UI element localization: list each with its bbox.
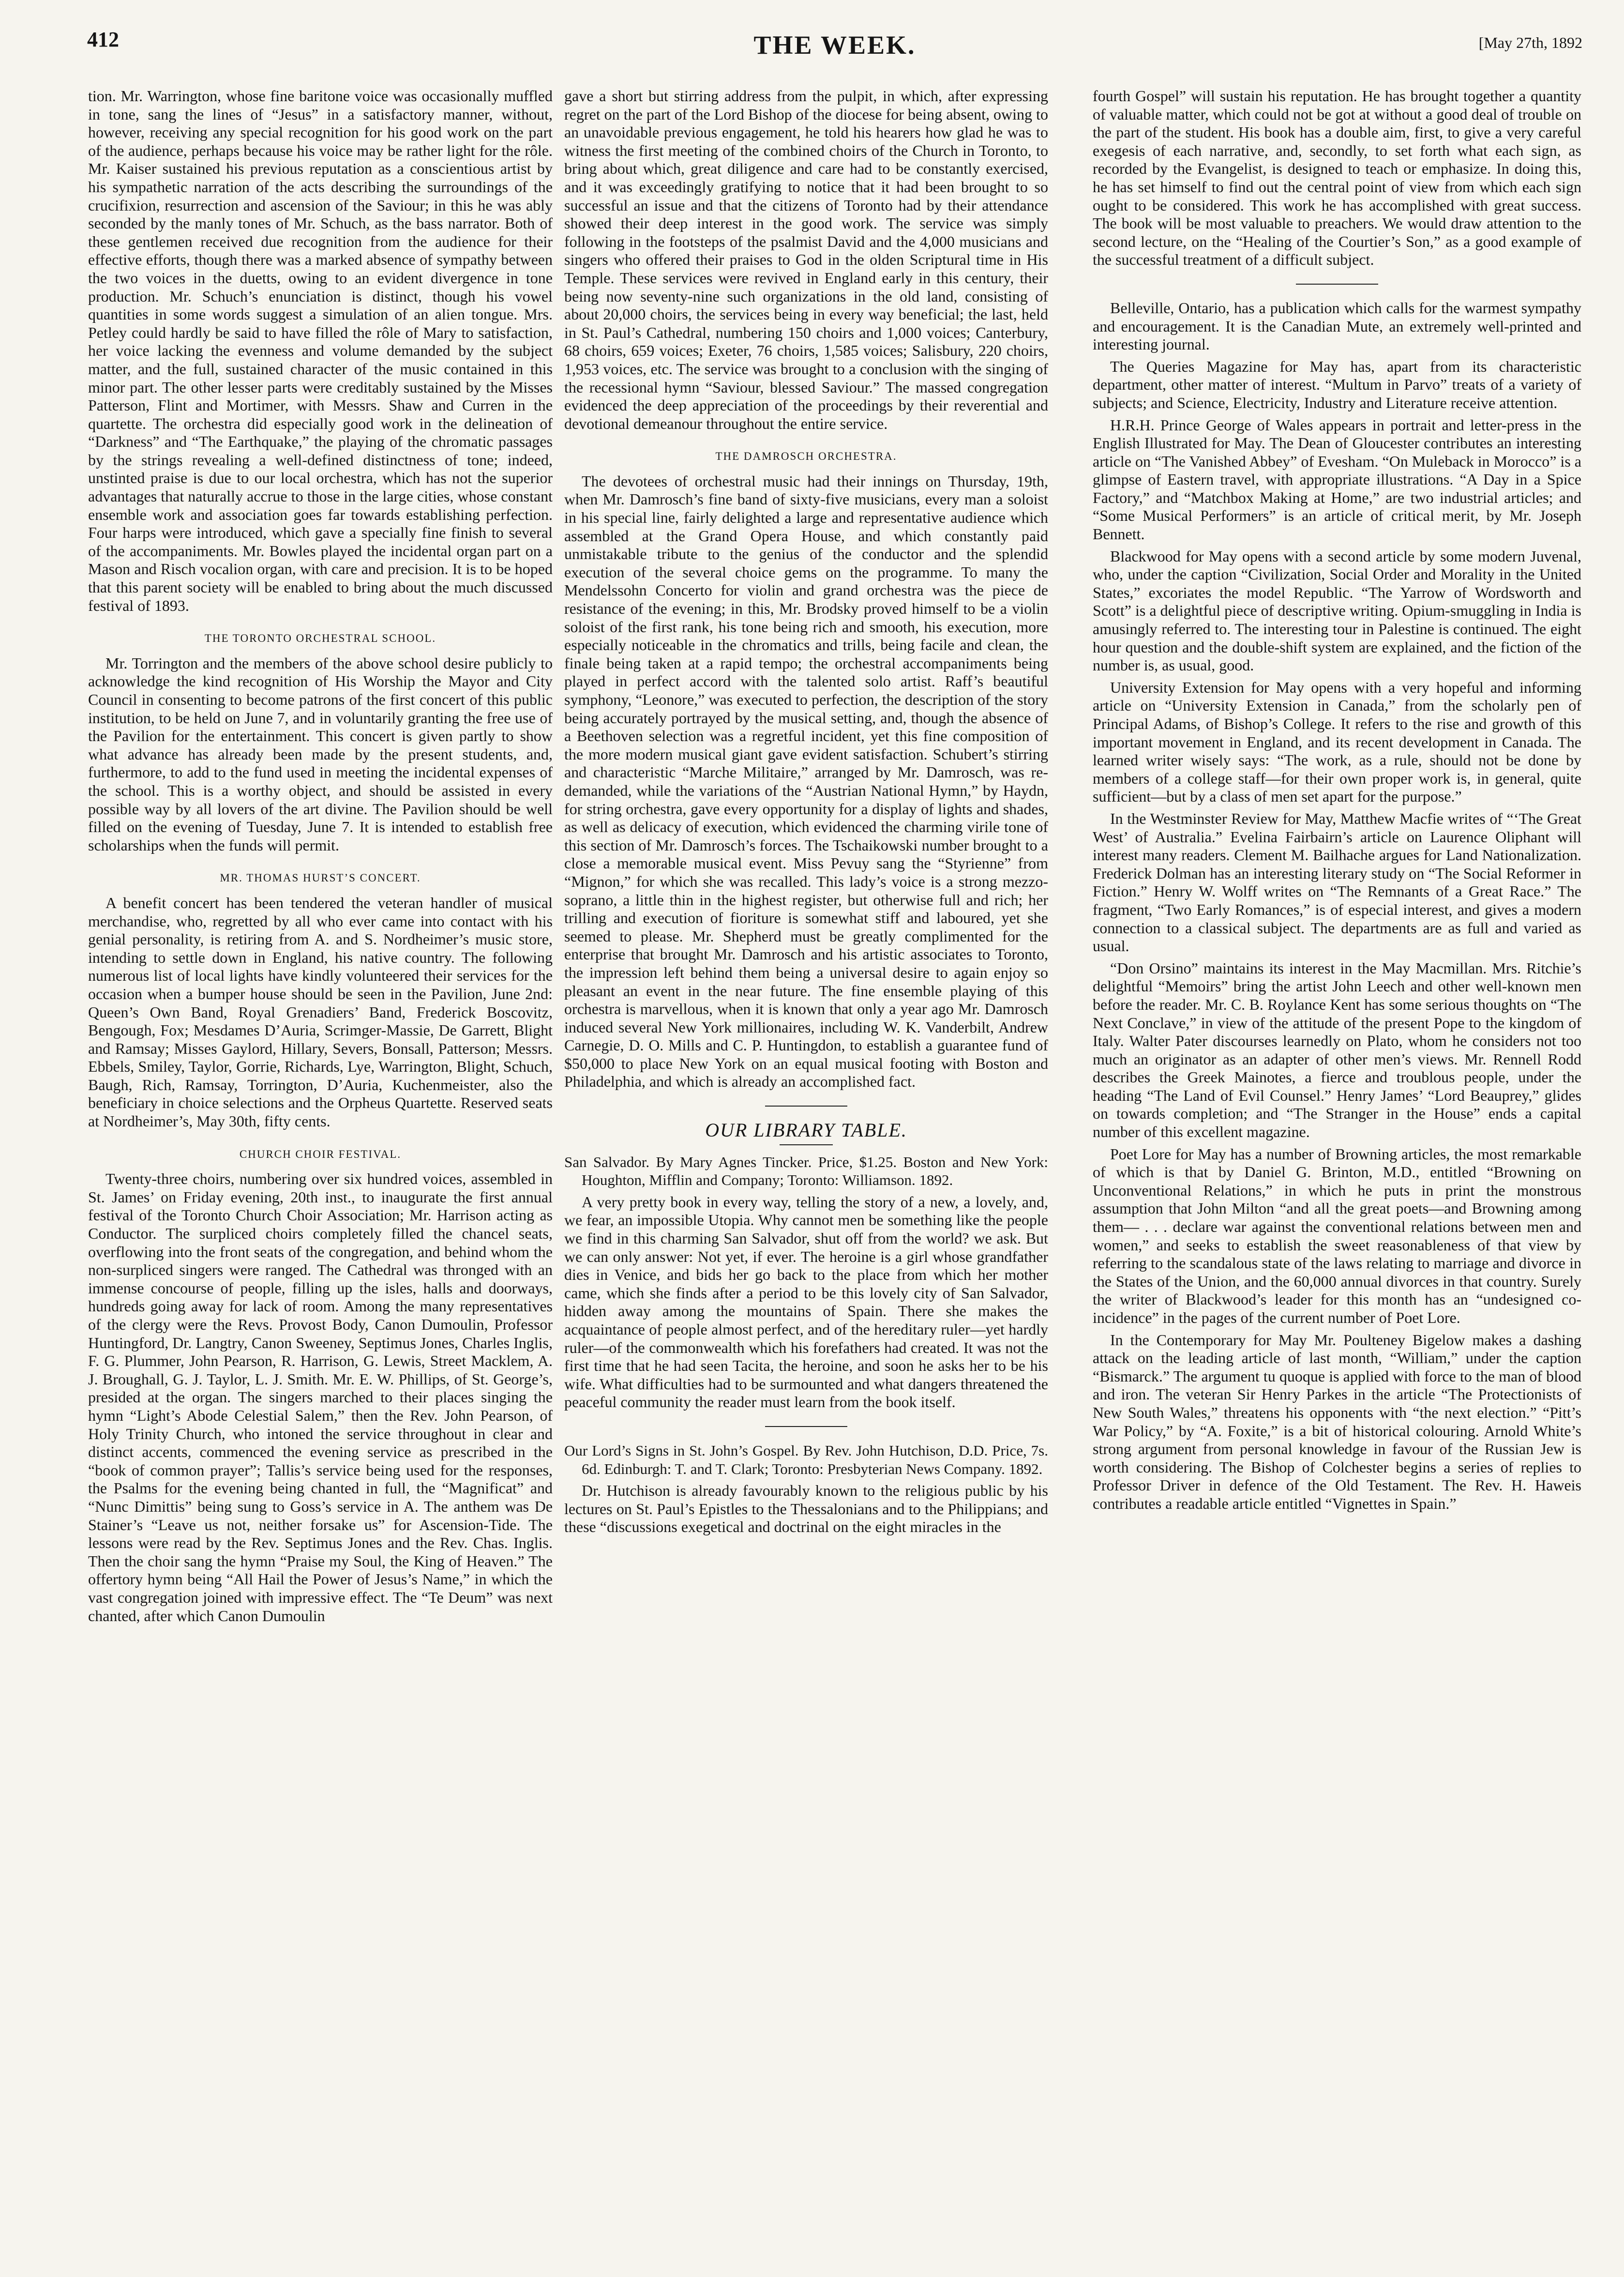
paragraph: The Queries Magazine for May has, apart from its characteristic department, other matter of interest. “Multum in Parvo” treats of a variety of subjects; and Science, Electricity, Industry and Literature receive attention.	[1093, 357, 1581, 411]
paragraph: gave a short but stirring address from the pulpit, in which, after expressing regret on the part of the Lord Bishop of the diocese for being absent, owing to an unavoidable previous engagement, he told his hearers how glad he was to witness the first meeting of the combined choirs of the Church in Toronto, to bring about which, great diligence and care had to be constantly exercised, and it was exceedingly gratifying to notice that it had been brought to so successful an issue and that the citizens of Toronto had by their attendance showed their deep interest in the good work. The service was simply following in the footsteps of the psalmist David and the 4,000 musicians and singers who offered their praises to God in the olden Scriptural time in His Temple. These services were revived in England early in this century, their being now seventy-nine such organizations in the old land, consisting of about 20,000 choirs, the services being in every way beneficial; the last, held in St. Paul’s Cathedral, numbering 150 choirs and 1,000 voices; Canterbury, 68 choirs, 659 voices; Exeter, 76 choirs, 1,585 voices; Salisbury, 220 choirs, 1,953 voices, etc. The service was brought to a conclusion with the singing of the recessional hymn “Saviour, blessed Saviour.” The massed congregation evidenced the deep appreciation of the proceedings by their reverential and devotional demeanour throughout the entire service.	[564, 87, 1048, 432]
divider	[1296, 284, 1378, 285]
paragraph: Blackwood for May opens with a second article by some modern Juvenal, who, under the caption “Civilization, Social Order and Morality in the United States,” excoriates the model Republic. “The Yarrow of Wordsworth and Scott” is a delightful piece of descriptive writing. Opium-smuggling in India is amusingly referred to. The interesting tour in Palestine is continued. The eight hour question and the double-shift system are explained, and the fiction of the number is, as usual, good.	[1093, 547, 1581, 674]
paragraph: A very pretty book in every way, telling the story of a new, a lovely, and, we fear, an impossible Utopia. Why cannot men be something like the people we find in this charming San Salvador, shut off from the world? we ask. But we can only answer: Not yet, if ever. The heroine is a girl whose grandfather dies in Venice, and bids her go back to the place from which her mother came, which she finds after a period to be this lovely city of San Salvador, hidden away among the mountains of Spain. There she makes the acquaintance of people almost perfect, and of the hereditary ruler—yet hardly ruler—of the commonwealth which his forefathers had created. It was not the first time that he had seen Tacita, the heroine, and soon he asks her to be his wife. What difficulties had to be surmounted and what dangers threatened the peaceful community the reader must learn from the book itself.	[564, 1193, 1048, 1411]
paragraph: Mr. Torrington and the members of the above school desire publicly to acknowledge the kind recognition of His Worship the Mayor and City Council in consenting to become patrons of the first concert of this public institution, to be held on June 7, and in voluntarily granting the free use of the Pavilion for the entertainment. This concert is given partly to show what advance has already been made by the present students, and, furthermore, to add to the fund used in meeting the incidental expenses of the school. This is a worthy object, and should be assisted in every possible way by all lovers of the art divine. The Pavilion should be well filled on the evening of Tuesday, June 7. It is intended to establish free scholarships when the funds will permit.	[88, 654, 553, 854]
paragraph: A benefit concert has been tendered the veteran handler of musical merchandise, who, regretted by all who ever came into contact with his genial personality, is retiring from A. and S. Nordheimer’s music store, intending to settle down in England, his native country. The following numerous list of local lights have kindly volunteered their services for the occasion when a bumper house should be seen in the Pavilion, June 2nd: Queen’s Own Band, Royal Grenadiers’ Band, Frederick Boscovitz, Bengough, Fox; Mesdames D’Auria, Scrimger-Massie, De Garrett, Blight and Ramsay; Misses Gaylord, Hillary, Severs, Bonsall, Patterson; Messrs. Ebbels, Smiley, Taylor, Gorrie, Richards, Lye, Warrington, Blight, Schuch, Baugh, Rich, Ramsay, Torrington, D’Auria, Kuchenmeister, also the beneficiary in choice selections and the Orpheus Quartette. Reserved seats at Nordheimer’s, May 30th, fifty cents.	[88, 894, 553, 1130]
paragraph: The devotees of orchestral music had their innings on Thursday, 19th, when Mr. Damrosch’s fine band of sixty-five musicians, every man a soloist in his special line, fairly delighted a large and representative audience which assembled at the Grand Opera House, and which constantly paid unmistakable tribute to the genius of the conductor and the splendid execution of the several choice gems on the programme. To many the Mendelssohn Concerto for violin and grand orchestra was the piece de resistance of the evening; in this, Mr. Brodsky proved himself to be a violin soloist of the first rank, his tone being rich and smooth, his execution, more especially noticeable in the chromatics and trills, being facile and clean, the finale being taken at a rapid tempo; the orchestral accompaniments being played in perfect accord with the talented solo artist. Raff’s beautiful symphony, “Leonore,” was executed to perfection, the description of the story being accurately portrayed by the musical setting, and, though the absence of a Beethoven selection was a regretful incident, yet this fine composition of the more modern musical giant gave evident satisfaction. Schubert’s stirring and characteristic “Marche Militaire,” arranged by Mr. Damrosch, was re-demanded, while the variations of the “Austrian National Hymn,” by Haydn, for string orchestra, gave every opportunity for a display of lights and shades, as well as delicacy of execution, which evidenced the charming virile tone of this section of Mr. Damrosch’s forces. The Tschaikowski number brought to a close a memorable musical event. Miss Pevuy sang the “Styrienne” from “Mignon,” for which she was recalled. This lady’s voice is a strong mezzo-soprano, a little thin in the highest register, but otherwise full and rich; her trilling and execution of fioriture is somewhat stiff and laboured, yet she seemed to please. Mr. Shepherd must be greatly complimented for the enterprise that brought Mr. Damrosch and his artistic associates to Toronto, the impression left behind them being a universal desire to again enjoy so pleasant an event in the near future. The fine ensemble playing of this orchestra is marvellous, when it is known that only a year ago Mr. Damrosch induced several New York millionaires, including W. K. Vanderbilt, Andrew Carnegie, D. O. Mills and C. P. Huntingdon, to establish a guarantee fund of $50,000 to place New York on an equal musical footing with Boston and Philadelphia, and which is already an accomplished fact.	[564, 472, 1048, 1091]
paragraph: Poet Lore for May has a number of Browning articles, the most remarkable of which is that by Daniel G. Brinton, M.D., entitled “Browning on Unconventional Relations,” in which he puts in print the monstrous assumption that John Milton “and all the great poets—and Browning among them— . . . declare war against the conventional relations between men and women,” and seeks to establish the sweet reasonableness of that view by referring to the scandalous state of the laws relating to marriage and divorce in the States of the Union, and the 60,000 annual divorces in that country. Surely the writer of Blackwood’s leader for this month has an “undesigned co-incidence” in the pages of the current number of Poet Lore.	[1093, 1145, 1581, 1326]
paragraph: In the Westminster Review for May, Matthew Macfie writes of “‘The Great West’ of Australia.” Evelina Fairbairn’s article on Laurence Oliphant will interest many readers. Clement M. Bailhache argues for Land Nationalization. Frederick Dolman has an interesting literary study on “The Social Reformer in Fiction.” Henry W. Wolff writes on “The Remnants of a Great Race.” The fragment, “Two Early Romances,” is of especial interest, and gives a modern connection to a classical subject. The departments are as full and varied as usual.	[1093, 809, 1581, 955]
book-entry: San Salvador. By Mary Agnes Tincker. Price, $1.25. Boston and New York: Houghton, Mifflin and Company; Toronto: Williamson. 1892.	[564, 1153, 1048, 1189]
divider	[765, 1106, 847, 1107]
paragraph: H.R.H. Prince George of Wales appears in portrait and letter-press in the English Illustrated for May. The Dean of Gloucester contributes an interesting article on “The Vanished Abbey” of Evesham. “On Muleback in Morocco” is a glimpse of Eastern travel, with appropriate illustrations. “A Day in a Spice Factory,” and “Matchbox Making at Home,” are two industrial articles; and “Some Musical Performers” is an article of critical merit, by Mr. Joseph Bennett.	[1093, 416, 1581, 543]
book-entry: Our Lord’s Signs in St. John’s Gospel. By Rev. John Hutchison, D.D. Price, 7s. 6d. Edinburgh: T. and T. Clark; Toronto: Presbyterian News Company. 1892.	[564, 1442, 1048, 1477]
paragraph: Twenty-three choirs, numbering over six hundred voices, assembled in St. James’ on Friday evening, 20th inst., to inaugurate the first annual festival of the Toronto Church Choir Association; Mr. Harrison acting as Conductor. The surpliced choirs completely filled the chancel seats, overflowing into the front seats of the congregation, and behind whom the non-surpliced singers were ranged. The Cathedral was thronged with an immense concourse of people, filling up the isles, halls and doorways, hundreds going away for lack of room. Among the many representatives of the clergy were the Revs. Provost Body, Canon Dumoulin, Professor Huntingford, Dr. Langtry, Canon Sweeney, Septimus Jones, Charles Inglis, F. G. Plummer, John Pearson, R. Harrison, G. Lewis, Street Macklem, A. J. Broughall, G. J. Taylor, L. J. Smith. Mr. E. W. Phillips, of St. George’s, presided at the organ. The singers marched to their places singing the hymn “Light’s Abode Celestial Salem,” then the Rev. John Pearson, of Holy Trinity Church, who intoned the service throughout in clear and distinct accents, commenced the evening service as prescribed in the “book of common prayer”; Tallis’s service being used for the responses, the Psalms for the evening being chanted in full, the “Magnificat” and “Nunc Dimittis” being sung to Goss’s service in A. The anthem was De Stainer’s “Leave us not, neither forsake us” for Ascension-Tide. The lessons were read by the Rev. Septimus Jones and the Rev. Chas. Inglis. Then the choir sang the hymn “Praise my Soul, the King of Heaven.” The offertory hymn being “All Hail the Power of Jesus’s Name,” in which the vast congregation joined with impressive effect. The “Te Deum” was next chanted, after which Canon Dumoulin	[88, 1170, 553, 1624]
section-heading: CHURCH CHOIR FESTIVAL.	[239, 1148, 402, 1160]
issue-date: [May 27th, 1892	[1478, 34, 1582, 51]
masthead-title: THE WEEK.	[753, 30, 916, 60]
divider	[765, 1426, 847, 1427]
paragraph: “Don Orsino” maintains its interest in the May Macmillan. Mrs. Ritchie’s delightful “Memoirs” bring the artist John Leech and other well-known men before the reader. Mr. C. B. Roylance Kent has some serious thoughts on “The Next Conclave,” in view of the attitude of the present Pope to the kingdom of Italy. Walter Pater discourses learnedly on Plato, whom he considers not too much an originator as an adapter of other men’s views. Mr. Rennell Rodd describes the Greek Mainotes, a fierce and troublous people, under the heading “The Land of Evil Counsel.” Henry James’ “Lord Beauprey,” glides on towards completion; and “The Stranger in the House” ends a capital number of this excellent magazine.	[1093, 959, 1581, 1141]
section-heading: THE DAMROSCH ORCHESTRA.	[715, 450, 897, 463]
paragraph: Dr. Hutchison is already favourably known to the religious public by his lectures on St. Paul’s Epistles to the Thessalonians and to the Philippians; and these “discussions exegetical and doctrinal on the eight miracles in the	[564, 1482, 1048, 1536]
page-number: 412	[87, 28, 119, 51]
paragraph: fourth Gospel” will sustain his reputation. He has brought together a quantity of valuable matter, which could not be got at without a good deal of trouble on the part of the student. His book has a double aim, first, to give a very careful exegesis of each narrative, and, secondly, to set forth what each sign, as recorded by the Evangelist, is designed to teach or emphasize. In doing this, he has set himself to find out the central point of view from which each sign ought to be considered. This work he has accomplished with great success. The book will be most valuable to preachers. We would draw attention to the second lecture, on the “Healing of the Courtier’s Son,” as a good example of the successful treatment of a difficult subject.	[1093, 87, 1581, 269]
paragraph: tion. Mr. Warrington, whose fine baritone voice was occasionally muffled in tone, sang the lines of “Jesus” in a satisfactory manner, without, however, receiving any special recognition for his good work on the part of the audience, perhaps because his voice may be rather light for the rôle. Mr. Kaiser sustained his previous reputation as a conscientious artist by his sympathetic narration of the acts describing the surroundings of the crucifixion, resurrection and ascension of the Saviour; in this he was ably seconded by the manly tones of Mr. Schuch, as the bass narrator. Both of these gentlemen received due recognition from the audience for their effective efforts, though there was a marked absence of sympathy between the two voices in the duetts, owing to an evident divergence in tone production. Mr. Schuch’s enunciation is distinct, though his vowel quantities in some words suggest a simulation of an alien tongue. Mrs. Petley could hardly be said to have filled the rôle of Mary to satisfaction, her voice lacking the evenness and volume demanded by the subject matter, and the full, sustained character of the music contained in this minor part. The other lesser parts were creditably sustained by the Misses Patterson, Flint and Mortimer, with Messrs. Shaw and Curren in the quartette. The orchestra did especially good work in the delineation of “Darkness” and “The Earthquake,” the playing of the chromatic passages by the strings revealing a well-defined distinctness of tone; indeed, unstinted praise is due to our local orchestra, which has not the superior advantages that naturally accrue to those in the large cities, whose constant ensemble work and association goes far towards establishing perfection. Four harps were introduced, which gave a specially fine finish to several of the accompaniments. Mr. Bowles played the incidental organ part on a Mason and Risch vocalion organ, with care and precision. It is to be hoped that this parent society will be enabled to bring about the much discussed festival of 1893.	[88, 87, 553, 614]
paragraph: Belleville, Ontario, has a publication which calls for the warmest sympathy and encouragement. It is the Canadian Mute, an extremely well-printed and interesting journal.	[1093, 299, 1581, 353]
column-2	[564, 87, 1048, 1536]
column-1	[88, 87, 553, 1625]
column-3	[1093, 87, 1581, 1513]
paragraph: In the Contemporary for May Mr. Poulteney Bigelow makes a dashing attack on the leading article of last month, “William,” under the caption “Bismarck.” The argument tu quoque is applied with force to the man of blood and iron. The veteran Sir Henry Parkes in the article “The Protectionists of New South Wales,” threatens his opponents with “the next election.” “Pitt’s War Policy,” by “A. Foxite,” is a bit of historical colouring. Arnold White’s strong argument from personal knowledge in favour of the Russian Jew is worth considering. The Bishop of Colchester begins a series of replies to Professor Driver in defence of the Old Testament. The Rev. H. Haweis contributes a readable article entitled “Vignettes in Spain.”	[1093, 1331, 1581, 1512]
page-header	[87, 27, 1582, 71]
section-heading: THE TORONTO ORCHESTRAL SCHOOL.	[204, 632, 436, 645]
divider	[780, 1144, 833, 1145]
paragraph: University Extension for May opens with a very hopeful and informing article on “University Extension in Canada,” from the scholarly pen of Principal Adams, of Bishop’s College. It refers to the rise and growth of this important movement in England, and its recent development in Canada. The learned writer wisely says: “The work, as a rule, should not be done by members of a college staff—for their own proper work is, in general, quite sufficient—but by a class of men set apart for the purpose.”	[1093, 678, 1581, 805]
section-heading: MR. THOMAS HURST’S CONCERT.	[220, 872, 421, 884]
library-table-heading: OUR LIBRARY TABLE.	[705, 1119, 907, 1141]
